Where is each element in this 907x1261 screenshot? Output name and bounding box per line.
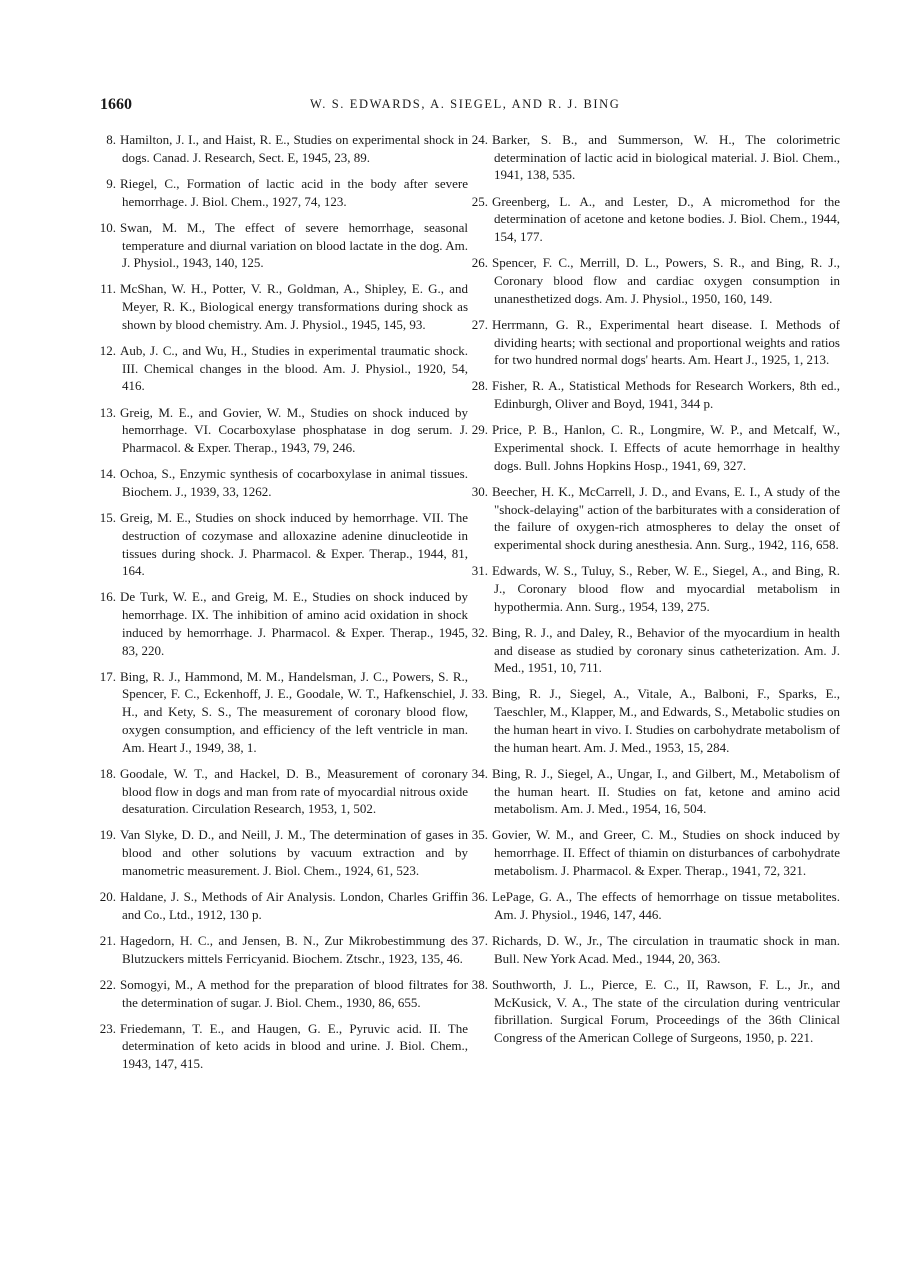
reference-text: Bing, R. J., and Daley, R., Behavior of the myocardium in health and disease as studied by coronary sinus catheterization. Am. J. Med., 1951, 10, 711. bbox=[492, 624, 840, 676]
reference-number: 32. bbox=[471, 624, 488, 640]
reference-number: 11. bbox=[100, 281, 116, 297]
reference-item bbox=[471, 193, 840, 246]
reference-number: 23. bbox=[99, 1020, 116, 1036]
reference-item bbox=[471, 254, 840, 307]
references-left-column bbox=[99, 131, 468, 1081]
reference-item bbox=[471, 888, 840, 923]
reference-number: 15. bbox=[99, 510, 116, 526]
reference-item bbox=[99, 1020, 468, 1073]
reference-number: 19. bbox=[99, 827, 116, 843]
reference-number: 25. bbox=[471, 193, 488, 209]
reference-number: 16. bbox=[99, 589, 116, 605]
reference-text: Van Slyke, D. D., and Neill, J. M., The determination of gases in blood and other solutions by vacuum extraction and by manometric measurement. J. Biol. Chem., 1924, 61, 523. bbox=[120, 827, 468, 878]
reference-number: 27. bbox=[471, 316, 488, 332]
reference-text: Herrmann, G. R., Experimental heart disease. I. Methods of dividing hearts; with sectional and proportional weights and ratios for two hundred normal dogs' hearts. Am. Heart J., 1925, 1, 213. bbox=[492, 316, 840, 368]
reference-item bbox=[99, 888, 468, 923]
reference-number: 10. bbox=[99, 219, 116, 235]
reference-text: Spencer, F. C., Merrill, D. L., Powers, S. R., and Bing, R. J., Coronary blood flow and cardiac oxygen consumption in unanesthetized dogs. Am. J. Physiol., 1950, 160, 149. bbox=[492, 255, 840, 306]
reference-text: Haldane, J. S., Methods of Air Analysis. London, Charles Griffin and Co., Ltd., 1912, 130 p. bbox=[120, 889, 468, 922]
reference-item bbox=[99, 509, 468, 580]
reference-text: Aub, J. C., and Wu, H., Studies in experimental traumatic shock. III. Chemical changes in the blood. Am. J. Physiol., 1920, 54, 416. bbox=[120, 343, 468, 394]
reference-item bbox=[108, 131, 468, 166]
reference-item bbox=[471, 483, 840, 554]
reference-text: Barker, S. B., and Summerson, W. H., The colorimetric determination of lactic acid in biological material. J. Biol. Chem., 1941, 138, 535. bbox=[492, 132, 840, 183]
reference-item bbox=[99, 976, 468, 1011]
reference-text: LePage, G. A., The effects of hemorrhage on tissue metabolites. Am. J. Physiol., 1946, 147, 446. bbox=[492, 889, 840, 922]
reference-number: 36. bbox=[471, 889, 488, 905]
reference-number: 33. bbox=[471, 686, 488, 702]
reference-number: 28. bbox=[471, 378, 488, 394]
references-right-column bbox=[471, 131, 840, 1055]
reference-text: Richards, D. W., Jr., The circulation in traumatic shock in man. Bull. New York Acad. Med., 1944, 20, 363. bbox=[492, 932, 840, 966]
reference-number: 21. bbox=[99, 932, 116, 948]
reference-item bbox=[471, 421, 840, 474]
reference-item bbox=[471, 932, 840, 967]
reference-text: Greig, M. E., and Govier, W. M., Studies on shock induced by hemorrhage. VI. Cocarboxylase phosphatase in dog serum. J. Pharmacol. & Exper. Therap., 1943, 79, 246. bbox=[120, 404, 468, 456]
reference-number: 24. bbox=[471, 132, 488, 147]
reference-number: 12. bbox=[99, 343, 116, 359]
reference-item bbox=[99, 404, 468, 457]
reference-number: 37. bbox=[471, 932, 488, 948]
reference-item bbox=[471, 131, 840, 184]
page-header bbox=[100, 96, 840, 118]
reference-item bbox=[99, 465, 468, 500]
reference-number: 17. bbox=[99, 668, 116, 684]
reference-text: Goodale, W. T., and Hackel, D. B., Measurement of coronary blood flow in dogs and man from rate of myocardial nitrous oxide desaturation. Circulation Research, 1953, 1, 502. bbox=[120, 765, 468, 817]
reference-number: 30. bbox=[471, 483, 488, 499]
reference-number: 34. bbox=[471, 765, 488, 781]
reference-number: 8. bbox=[106, 132, 116, 147]
reference-item bbox=[108, 175, 468, 210]
reference-item bbox=[99, 826, 468, 879]
reference-item bbox=[99, 765, 468, 818]
reference-number: 26. bbox=[471, 255, 488, 271]
reference-text: Govier, W. M., and Greer, C. M., Studies on shock induced by hemorrhage. II. Effect of thiamin on disturbances of carbohydrate metabolism. J. Pharmacol. & Exper. Therap., 1941, 72, 321. bbox=[492, 827, 840, 878]
reference-text: Hagedorn, H. C., and Jensen, B. N., Zur Mikrobestimmung des Blutzuckers mittels Ferricyanid. Biochem. Ztschr., 1923, 135, 46. bbox=[120, 932, 468, 966]
reference-text: Price, P. B., Hanlon, C. R., Longmire, W. P., and Metcalf, W., Experimental shock. I. Effects of acute hemorrhage in healthy dogs. Bull. Johns Hopkins Hosp., 1941, 69, 327. bbox=[492, 422, 840, 473]
reference-item bbox=[471, 377, 840, 412]
reference-number: 35. bbox=[471, 827, 488, 843]
reference-text: De Turk, W. E., and Greig, M. E., Studies on shock induced by hemorrhage. IX. The inhibition of amino acid oxidation in shock induced by hemorrhage. J. Pharmacol. & Exper. Therap., 1945, 83, 220. bbox=[120, 589, 468, 658]
reference-text: Greenberg, L. A., and Lester, D., A micromethod for the determination of acetone and ketone bodies. J. Biol. Chem., 1944, 154, 177. bbox=[492, 193, 840, 245]
page-number: 1660 bbox=[100, 96, 132, 113]
reference-text: Bing, R. J., Siegel, A., Vitale, A., Balboni, F., Sparks, E., Taeschler, M., Klapper, M., and Edwards, S., Metabolic studies on the human heart in vivo. I. Studies on carbohydrate metabolism of the human heart. Am. J. Med., 1953, 15, 284. bbox=[492, 686, 840, 755]
reference-item bbox=[99, 588, 468, 659]
reference-item bbox=[471, 685, 840, 756]
reference-text: Edwards, W. S., Tuluy, S., Reber, W. E., Siegel, A., and Bing, R. J., Coronary blood flow and myocardial metabolism in hypothermia. Ann. Surg., 1954, 139, 275. bbox=[492, 563, 840, 614]
reference-number: 18. bbox=[99, 765, 116, 781]
reference-item bbox=[471, 316, 840, 369]
reference-text: Friedemann, T. E., and Haugen, G. E., Pyruvic acid. II. The determination of keto acids in blood and urine. J. Biol. Chem., 1943, 147, 415. bbox=[120, 1020, 468, 1072]
reference-item bbox=[471, 562, 840, 615]
reference-text: Riegel, C., Formation of lactic acid in the body after severe hemorrhage. J. Biol. Chem., 1927, 74, 123. bbox=[120, 175, 468, 209]
running-head: W. S. EDWARDS, A. SIEGEL, AND R. J. BING bbox=[310, 97, 621, 111]
reference-text: Greig, M. E., Studies on shock induced by hemorrhage. VII. The destruction of cozymase and alloxazine adenine dinucleotide in tissues during shock. J. Pharmacol. & Exper. Therap., 1944, 81, 164. bbox=[120, 510, 468, 579]
reference-text: Fisher, R. A., Statistical Methods for Research Workers, 8th ed., Edinburgh, Oliver and Boyd, 1941, 344 p. bbox=[492, 378, 840, 412]
reference-item bbox=[100, 280, 468, 333]
reference-item bbox=[99, 219, 468, 272]
reference-number: 31. bbox=[471, 563, 488, 579]
reference-text: Bing, R. J., Siegel, A., Ungar, I., and Gilbert, M., Metabolism of the human heart. II. Studies on fat, ketone and amino acid metabolism. Am. J. Med., 1954, 16, 504. bbox=[492, 765, 840, 817]
reference-item bbox=[471, 826, 840, 879]
reference-item bbox=[99, 932, 468, 967]
reference-text: Hamilton, J. I., and Haist, R. E., Studies on experimental shock in dogs. Canad. J. Research, Sect. E, 1945, 23, 89. bbox=[120, 132, 468, 165]
reference-text: Somogyi, M., A method for the preparation of blood filtrates for the determination of sugar. J. Biol. Chem., 1930, 86, 655. bbox=[120, 976, 468, 1010]
reference-text: Ochoa, S., Enzymic synthesis of cocarboxylase in animal tissues. Biochem. J., 1939, 33, 1262. bbox=[120, 466, 468, 499]
reference-number: 38. bbox=[471, 976, 488, 992]
reference-item bbox=[471, 765, 840, 818]
reference-number: 20. bbox=[99, 889, 116, 905]
reference-text: Southworth, J. L., Pierce, E. C., II, Rawson, F. L., Jr., and McKusick, V. A., The state of the circulation during ventricular fibrillation. Surgical Forum, Proceedings of the 36th Clinical Congress of the American College of Surgeons, 1950, p. 221. bbox=[492, 976, 840, 1045]
reference-number: 9. bbox=[106, 175, 116, 191]
reference-item bbox=[471, 976, 840, 1047]
reference-item bbox=[99, 342, 468, 395]
reference-item bbox=[99, 668, 468, 757]
reference-number: 14. bbox=[99, 466, 116, 482]
reference-text: Bing, R. J., Hammond, M. M., Handelsman, J. C., Powers, S. R., Spencer, F. C., Eckenhoff, J. E., Goodale, W. T., Hafkenschiel, J. H., and Kety, S. S., The measurement of coronary blood flow, oxygen consumption, and efficiency of the left ventricle in man. Am. Heart J., 1949, 38, 1. bbox=[120, 668, 468, 755]
reference-item bbox=[471, 624, 840, 677]
reference-text: Swan, M. M., The effect of severe hemorrhage, seasonal temperature and diurnal variation on blood lactate in the dog. Am. J. Physiol., 1943, 140, 125. bbox=[120, 219, 468, 271]
reference-text: Beecher, H. K., McCarrell, J. D., and Evans, E. I., A study of the "shock-delaying" action of the barbiturates with a consideration of the failure of oxygen-rich atmospheres to delay the onset of experimental shock during anesthesia. Ann. Surg., 1942, 116, 658. bbox=[492, 483, 840, 553]
reference-number: 22. bbox=[99, 976, 116, 992]
reference-text: McShan, W. H., Potter, V. R., Goldman, A., Shipley, E. G., and Meyer, R. K., Biological energy transformations during shock as shown by blood chemistry. Am. J. Physiol., 1945, 145, 93. bbox=[120, 281, 468, 332]
reference-number: 29. bbox=[471, 422, 488, 438]
reference-number: 13. bbox=[99, 404, 116, 420]
